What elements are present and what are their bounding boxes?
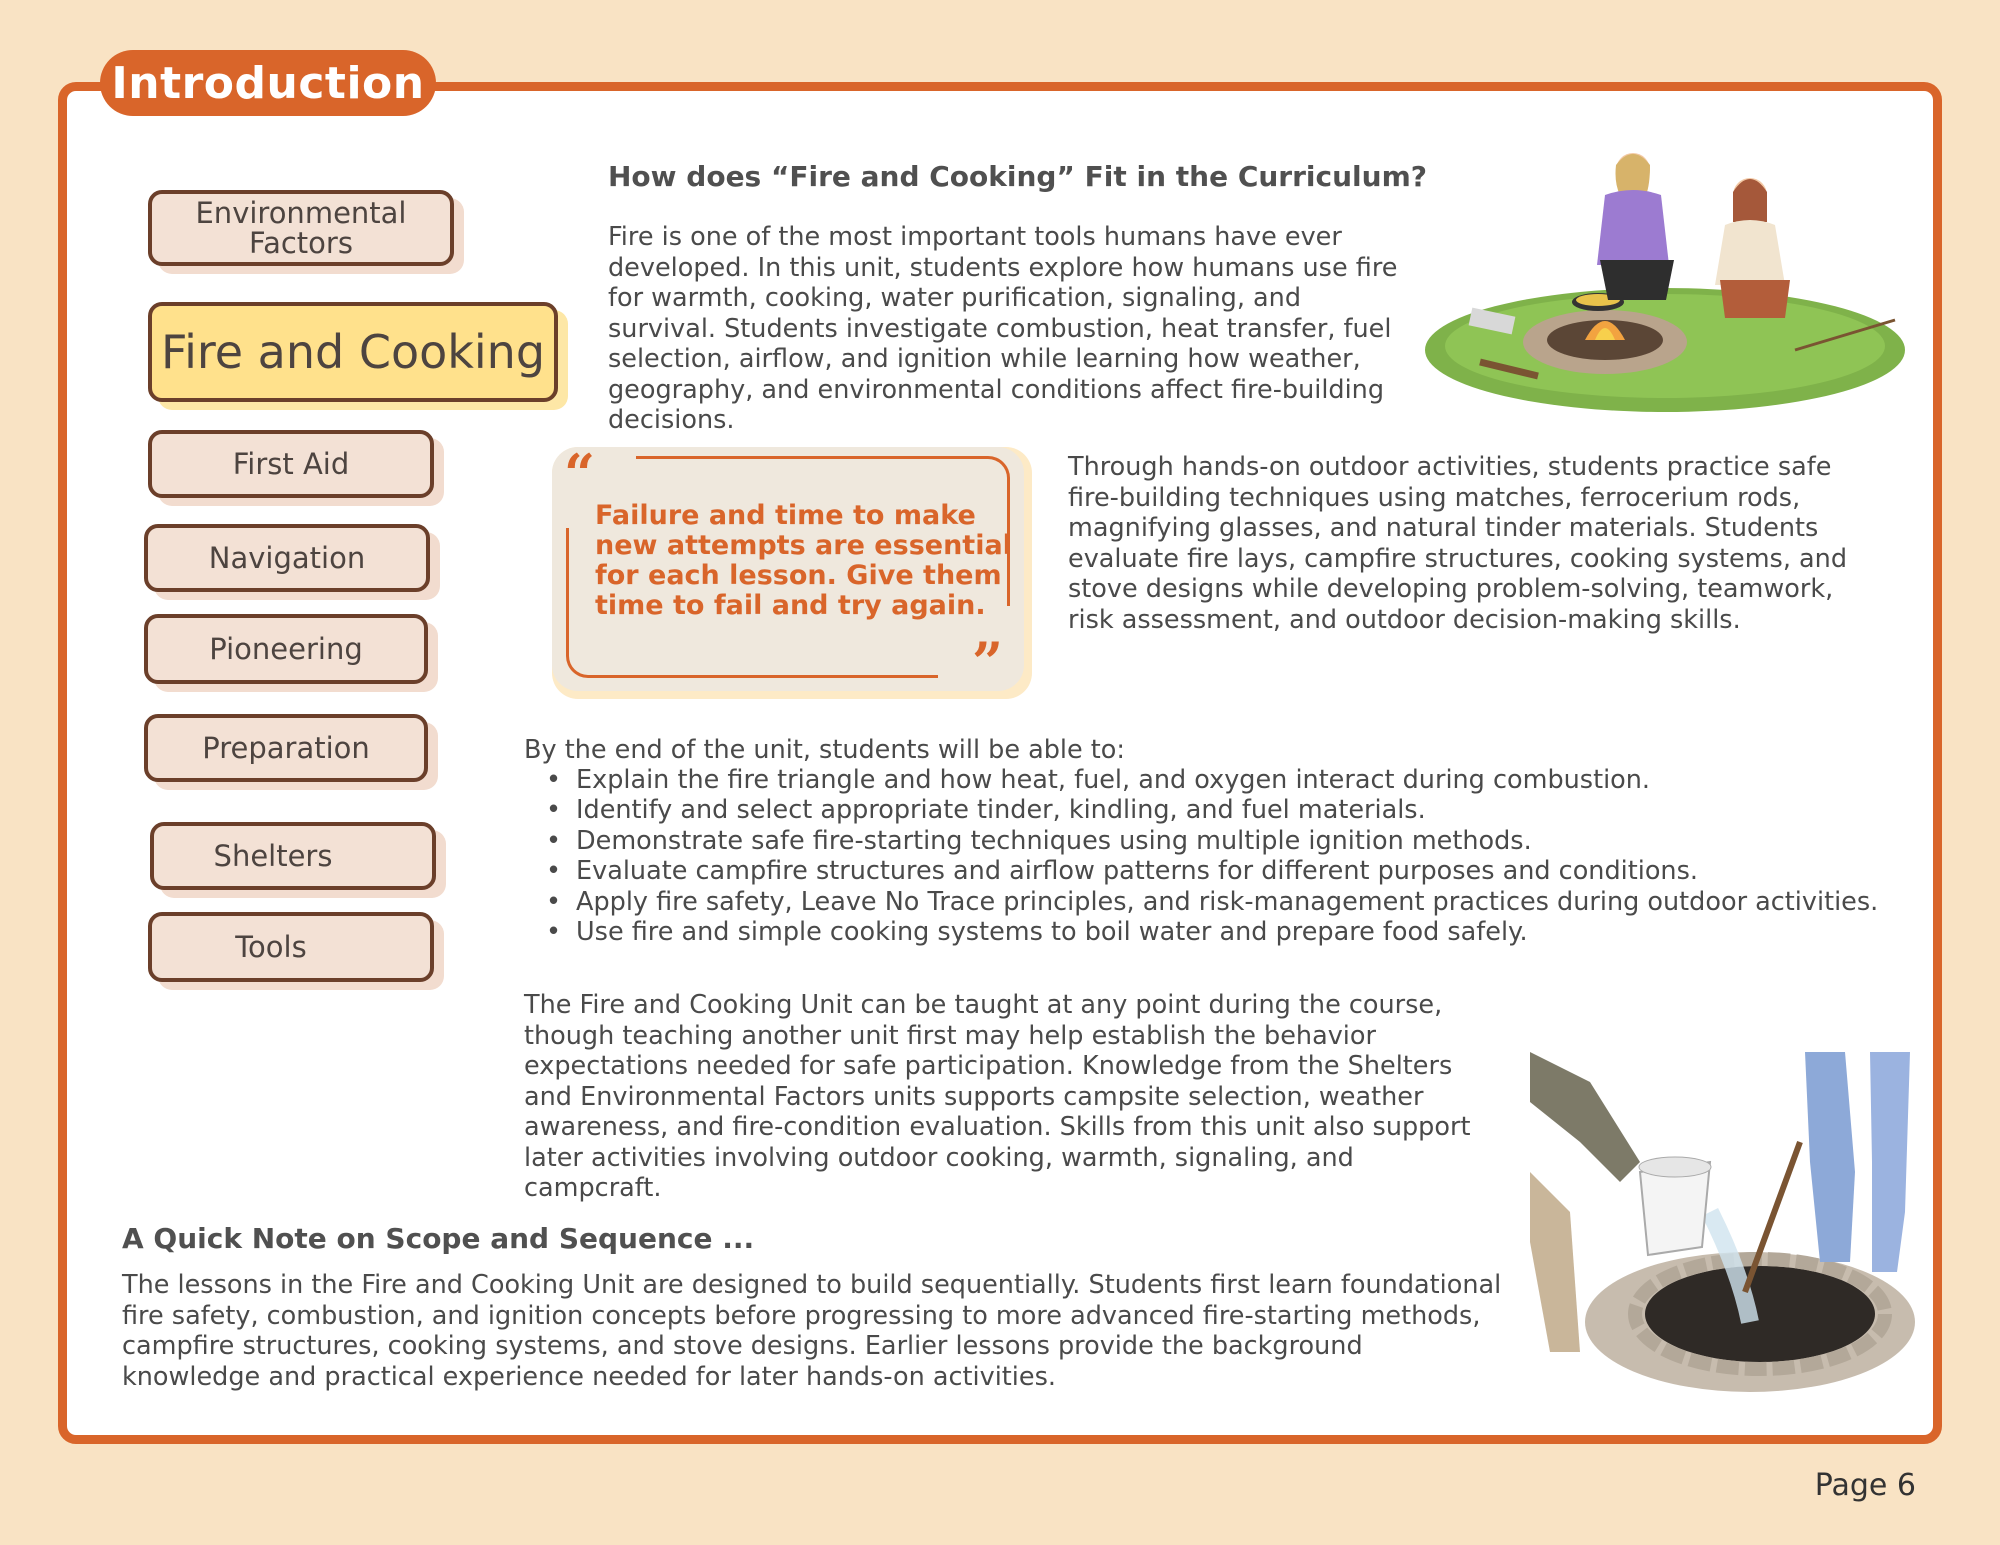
outcomes-intro: By the end of the unit, students will be able to:: [524, 735, 1125, 765]
nav-item-pioneering[interactable]: [144, 614, 428, 684]
curriculum-paragraph-1: Fire is one of the most important tools humans have ever developed. In this unit, students explore how humans use fire for warmth, cooking, water purification, signaling, and survival. Students investigate combustion, heat transfer, fuel selection, airflow, and ignition while learning how weather, geography, and environmental conditions affect fire-building decisions.: [608, 222, 1398, 435]
list-item: • Identify and select appropriate tinder, kindling, and fuel materials.: [524, 795, 1878, 825]
list-item: • Evaluate campfire structures and airflow patterns for different purposes and conditions.: [524, 856, 1878, 886]
nav-item-first-aid[interactable]: [148, 430, 434, 498]
campfire-cooking-illustration: [1420, 150, 1910, 420]
nav-item-environmental-factors[interactable]: [148, 190, 454, 266]
close-quote-icon: ”: [972, 630, 1004, 694]
section-tab: Introduction: [100, 50, 436, 116]
nav-item-label: First Aid: [232, 447, 350, 481]
open-quote-icon: “: [564, 442, 596, 506]
nav-item-tools[interactable]: [148, 912, 434, 982]
curriculum-paragraph-2: Through hands-on outdoor activities, students practice safe fire-building techniques using matches, ferrocerium rods, magnifying glasses, and natural tinder materials. Students evaluate fire lays, campfire structures, cooking systems, and stove designs while developing problem-solving, teamwork, risk assessment, and outdoor decision-making skills.: [1068, 452, 1848, 635]
scope-heading: A Quick Note on Scope and Sequence ...: [122, 1222, 755, 1255]
nav-item-label: Pioneering: [209, 632, 363, 666]
nav-item-label: Fire and Cooking: [160, 325, 546, 379]
list-item: • Explain the fire triangle and how heat, fuel, and oxygen interact during combustion.: [524, 765, 1878, 795]
list-item: • Demonstrate safe fire-starting techniques using multiple ignition methods.: [524, 826, 1878, 856]
nav-item-label: Environmental Factors: [195, 196, 407, 260]
nav-item-label: Tools: [235, 930, 307, 964]
quote-text: Failure and time to make new attempts are essential for each lesson. Give them time to fail and try again.: [595, 500, 1012, 621]
nav-item-preparation[interactable]: [144, 714, 428, 782]
nav-item-fire-and-cooking[interactable]: [148, 302, 558, 402]
nav-item-label: Navigation: [208, 541, 366, 575]
list-item: • Apply fire safety, Leave No Trace principles, and risk-management practices during outdoor activities.: [524, 887, 1878, 917]
nav-item-label: Preparation: [202, 731, 370, 765]
curriculum-heading: How does “Fire and Cooking” Fit in the Curriculum?: [608, 160, 1427, 193]
list-item: • Use fire and simple cooking systems to boil water and prepare food safely.: [524, 917, 1878, 947]
fire-extinguishing-illustration: [1530, 1052, 1920, 1404]
nav-item-navigation[interactable]: [144, 524, 430, 592]
scope-paragraph: The lessons in the Fire and Cooking Unit are designed to build sequentially. Students first learn foundational fire safety, combustion, and ignition concepts before progressing to more advanced fire-starting methods, campfire structures, cooking systems, and stove designs. Earlier lessons provide the background knowledge and practical experience needed for later hands-on activities.: [122, 1270, 1502, 1392]
outcomes-list: [524, 765, 1878, 947]
placement-paragraph: The Fire and Cooking Unit can be taught at any point during the course, though teaching another unit first may help establish the behavior expectations needed for safe participation. Knowledge from the Shelters and Environmental Factors units supports campsite selection, weather awareness, and fire-condition evaluation. Skills from this unit also support later activities involving outdoor cooking, warmth, signaling, and campcraft.: [524, 990, 1471, 1203]
nav-item-shelters[interactable]: [150, 822, 436, 890]
nav-item-label: Shelters: [213, 839, 333, 873]
page-number: Page 6: [1814, 1468, 1916, 1503]
